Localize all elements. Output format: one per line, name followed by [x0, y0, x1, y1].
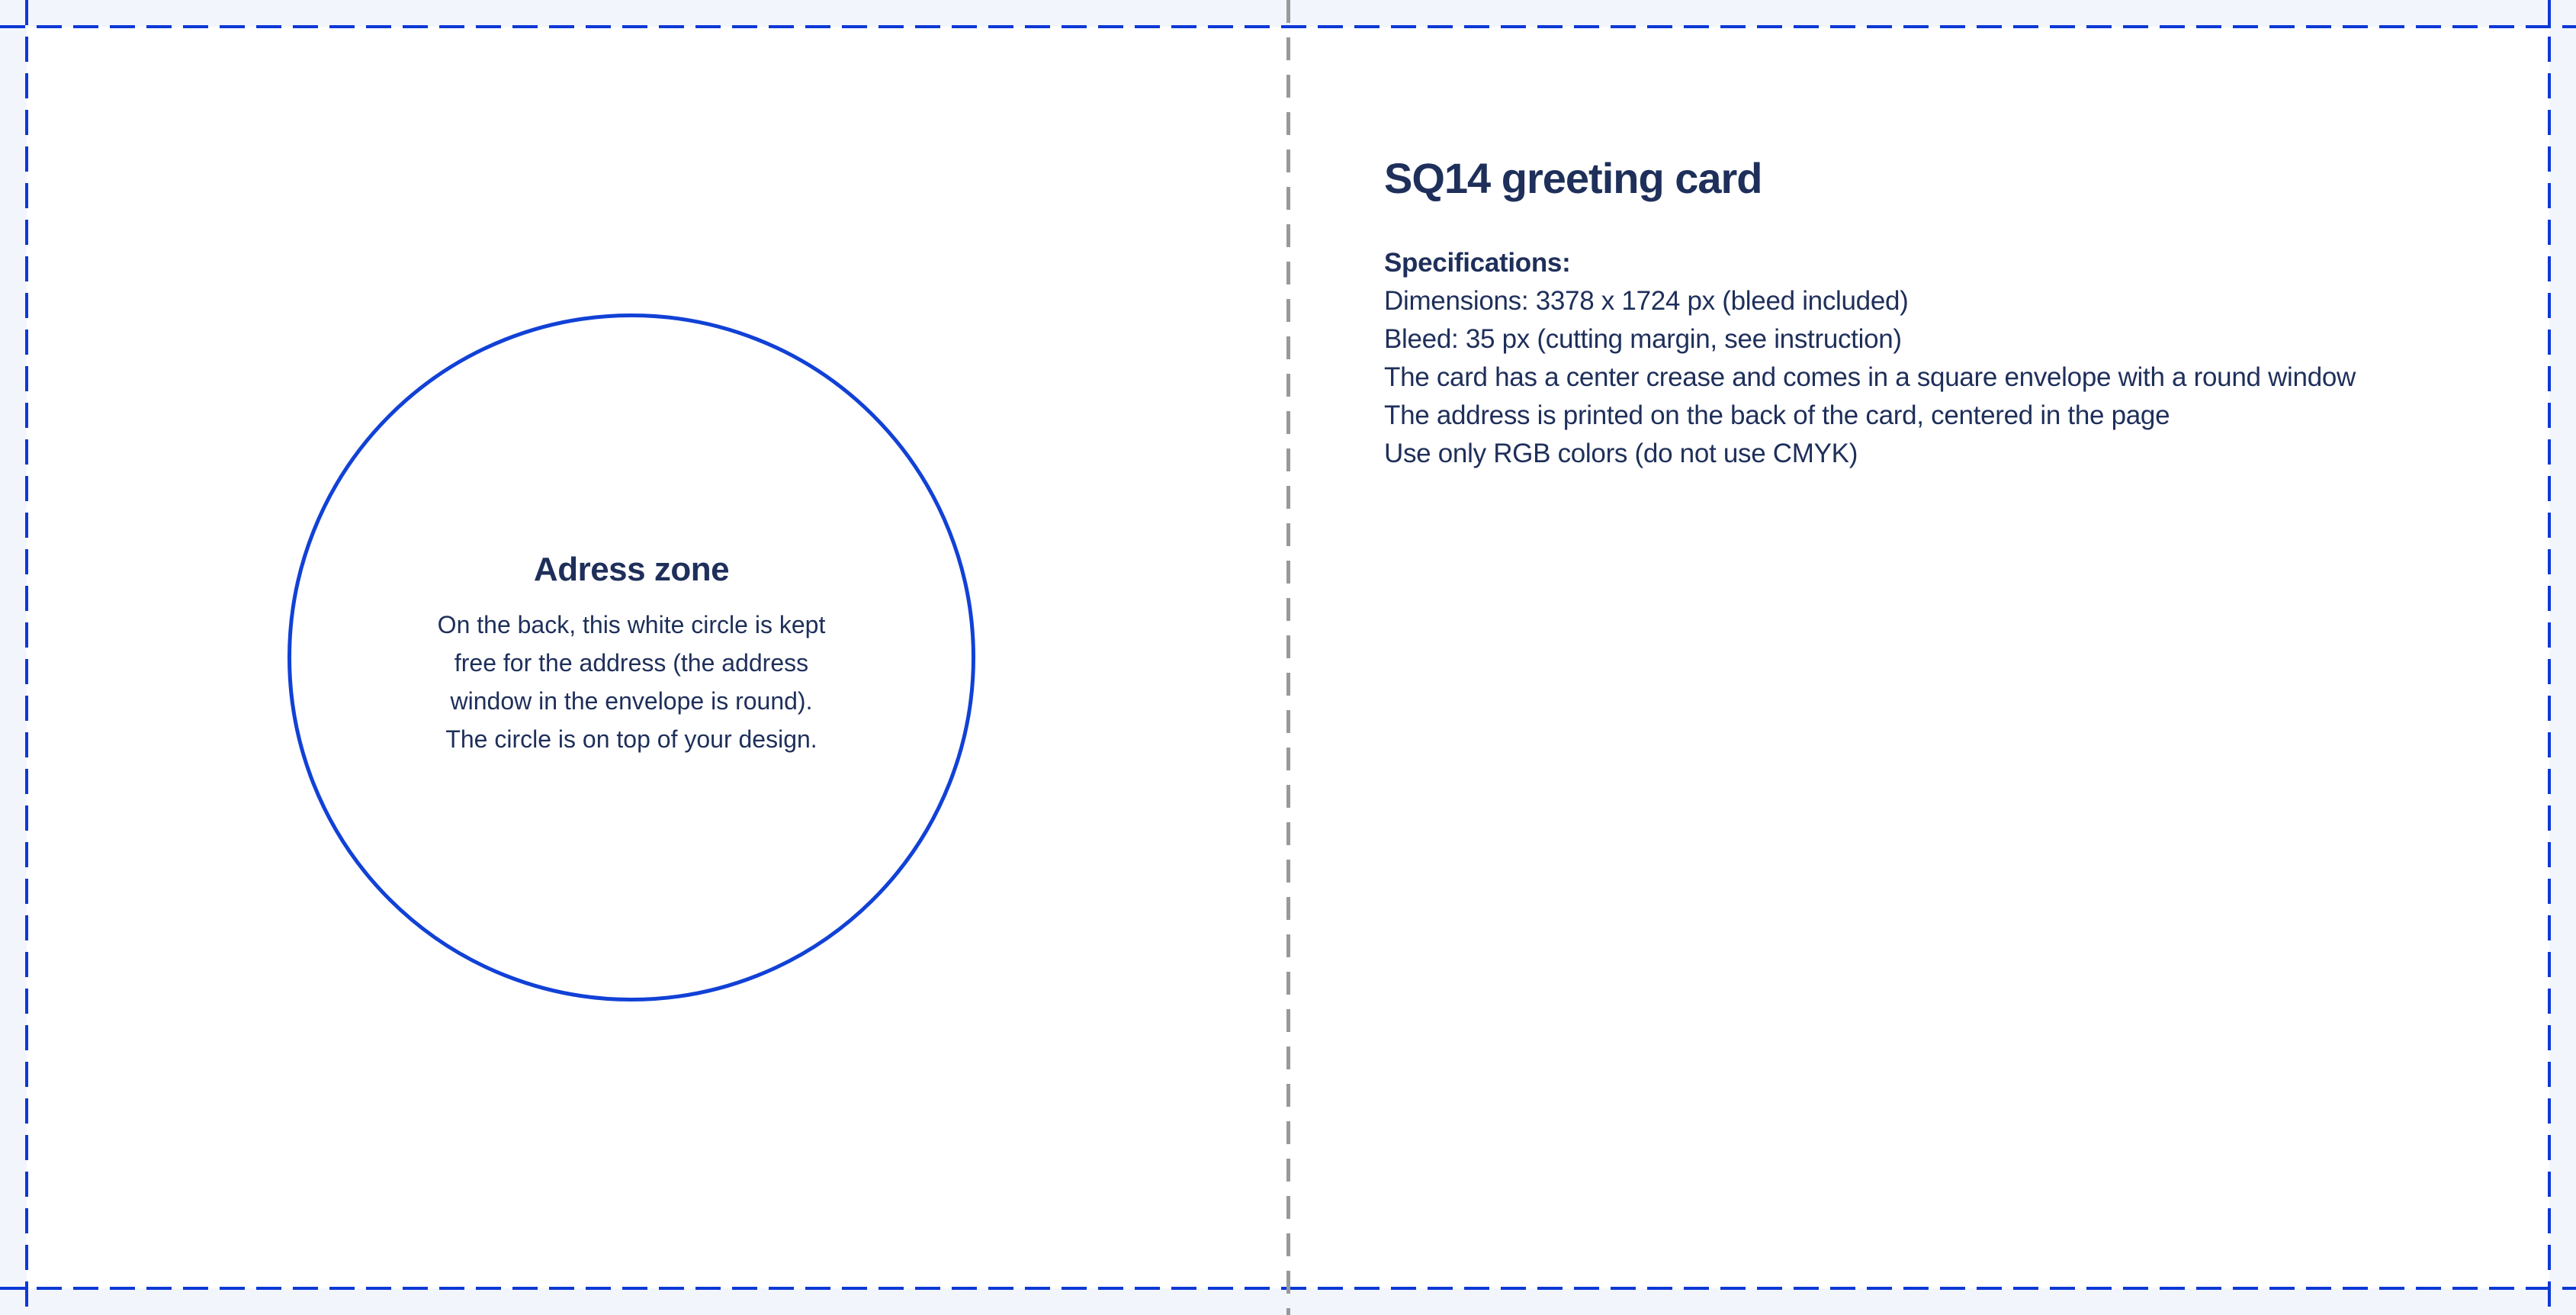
- page-title: SQ14 greeting card: [1384, 154, 1762, 202]
- spec-rgb-colors: Use only RGB colors (do not use CMYK): [1384, 439, 1858, 468]
- address-zone-text-block: [287, 551, 975, 758]
- address-zone-description-line: The circle is on top of your design.: [445, 725, 817, 753]
- address-zone-title: Adress zone: [533, 551, 730, 588]
- specifications-block: [1384, 244, 2520, 473]
- info-panel: [1384, 153, 2520, 473]
- bleed-guide-right-line: [2548, 0, 2551, 1315]
- center-crease-line: [1286, 0, 1290, 1315]
- spec-bleed: Bleed: 35 px (cutting margin, see instruction): [1384, 324, 1902, 354]
- address-zone-description-line: window in the envelope is round).: [450, 687, 813, 715]
- specifications-heading: Specifications:: [1384, 248, 1571, 278]
- spec-dimensions: Dimensions: 3378 x 1724 px (bleed included): [1384, 286, 1909, 316]
- address-zone-description-line: free for the address (the address: [454, 649, 809, 677]
- spec-crease-envelope: The card has a center crease and comes in a square envelope with a round window: [1384, 362, 2356, 392]
- bleed-guide-left-line: [25, 0, 28, 1315]
- address-zone-description-line: On the back, this white circle is kept: [437, 611, 826, 638]
- spec-address-placement: The address is printed on the back of the card, centered in the page: [1384, 400, 2170, 430]
